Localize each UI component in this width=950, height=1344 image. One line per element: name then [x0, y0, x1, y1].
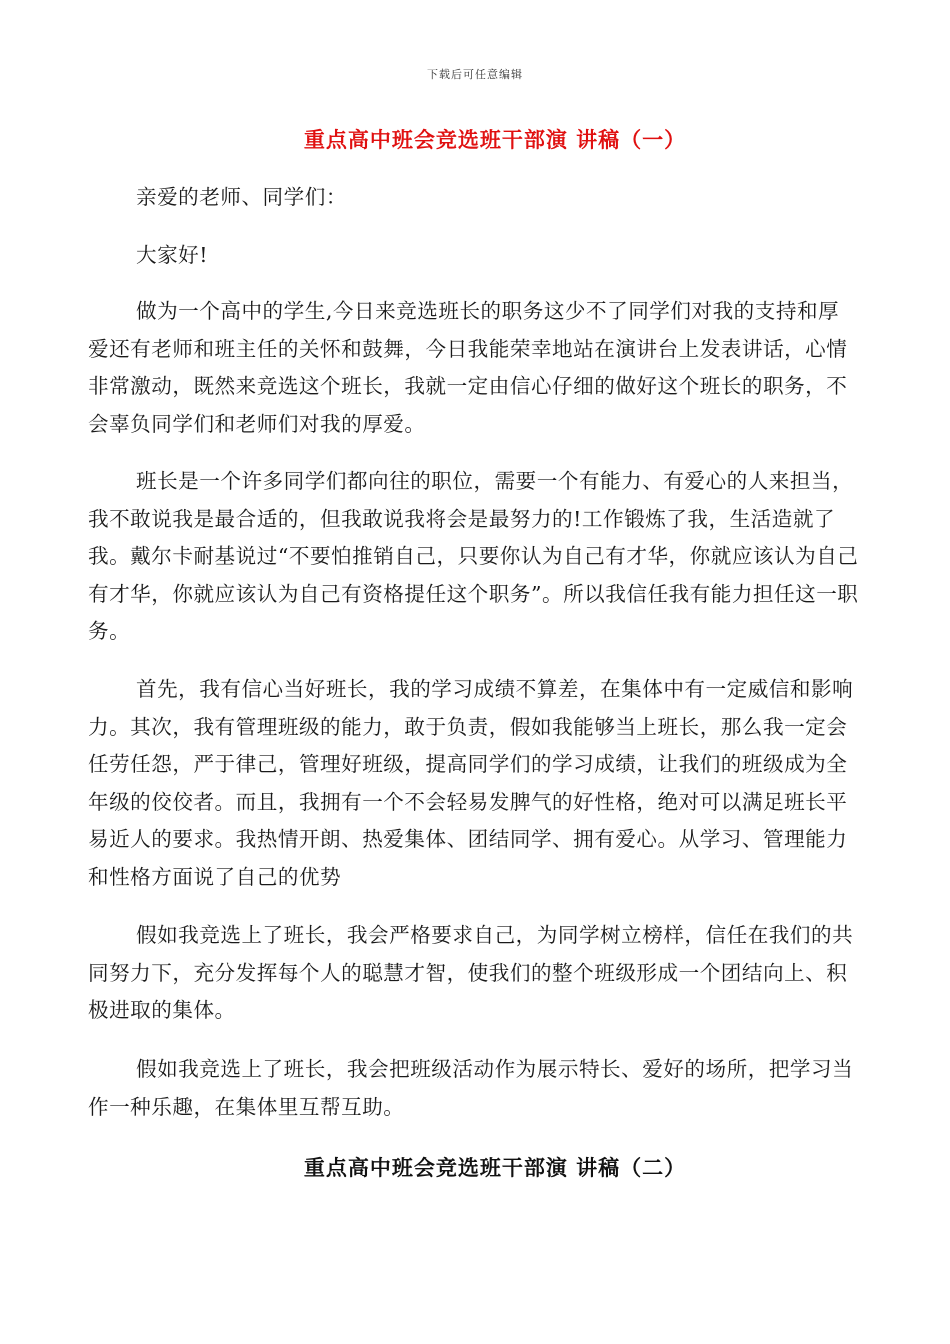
paragraph-1: 做为一个高中的学生,今日来竞选班长的职务这少不了同学们对我的支持和厚爱还有老师和班主任的关怀和鼓舞，今日我能荣幸地站在演讲台上发表讲话，心情非常激动，既然来竞选这个班长，我就一定由信心仔细的做好这个班长的职务，不会辜负同学们和老师们对我的厚爱。: [88, 299, 848, 436]
section2-title: 重点高中班会竞选班干部演 讲稿（二）: [303, 1155, 687, 1180]
paragraph-3: 首先，我有信心当好班长，我的学习成绩不算差，在集体中有一定威信和影响力。其次，我有管理班级的能力，敢于负责，假如我能够当上班长，那么我一定会任劳任怨，严于律己，管理好班级，提高同学们的学习成绩，让我们的班级成为全年级的佼佼者。而且，我拥有一个不会轻易发脾气的好性格，绝对可以满足班长平易近人的要求。我热情开朗、热爱集体、团结同学、拥有爱心。从学习、管理能力和性格方面说了自己的优势: [88, 677, 854, 889]
salutation: 亲爱的老师、同学们：: [136, 185, 347, 209]
header-note: 下载后可任意编辑: [427, 68, 523, 81]
paragraph-4: 假如我竞选上了班长，我会严格要求自己，为同学树立榜样，信任在我们的共同努力下，充分发挥每个人的聪慧才智，使我们的整个班级形成一个团结向上、积极进取的集体。: [88, 923, 854, 1022]
paragraph-5: 假如我竞选上了班长，我会把班级活动作为展示特长、爱好的场所，把学习当作一种乐趣，在集体里互帮互助。: [88, 1057, 854, 1119]
paragraph-2: 班长是一个许多同学们都向往的职位，需要一个有能力、有爱心的人来担当，我不敢说我是最合适的，但我敢说我将会是最努力的!工作锻炼了我，生活造就了我。戴尔卡耐基说过“不要怕推销自己，只要你认为自己有才华，你就应该认为自己有才华，你就应该认为自己有资格提任这个职务”。所以我信任我有能力担任这一职务。: [88, 469, 859, 643]
greeting: 大家好!: [136, 243, 209, 267]
section1-title: 重点高中班会竞选班干部演 讲稿（一）: [303, 127, 687, 152]
